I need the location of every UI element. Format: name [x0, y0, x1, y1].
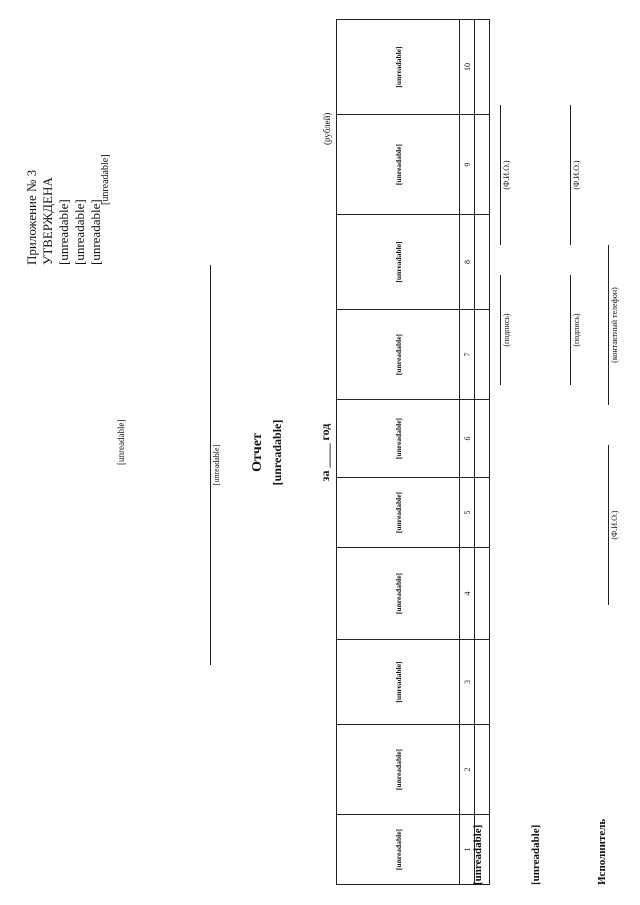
column-number: 5 [460, 478, 475, 548]
column-number: 3 [460, 640, 475, 725]
accounting-signature-line [560, 275, 571, 385]
org-name-line [198, 265, 211, 665]
head-signature-line [490, 275, 501, 385]
approved-by-line: [unreadable] [56, 199, 71, 265]
name-caption: (Ф.И.О.) [610, 510, 619, 540]
approved-word: УТВЕРЖДЕНА [40, 177, 55, 265]
form-description: [unreadable] [116, 419, 126, 465]
column-number: 4 [460, 548, 475, 640]
approval-date: [unreadable] [88, 199, 103, 265]
header-cell: [unreadable] [337, 725, 460, 815]
column-number: 1 [460, 815, 475, 885]
head-name-line [490, 105, 501, 245]
header-cell: [unreadable] [337, 548, 460, 640]
approved-by-region: [unreadable] [72, 199, 87, 265]
form-label: [unreadable] [100, 154, 111, 205]
column-number: 6 [460, 400, 475, 478]
accounting-signature-label: [unreadable] [530, 824, 542, 885]
table-cell [475, 20, 490, 115]
executor-phone-line [598, 245, 609, 405]
header-cell: [unreadable] [337, 640, 460, 725]
report-title: [unreadable] [270, 419, 284, 486]
approval-block [24, 35, 104, 265]
signature-caption: (подпись) [502, 313, 511, 347]
table-cell [475, 215, 490, 310]
executor-label: Исполнитель [596, 818, 608, 885]
header-cell: [unreadable] [337, 400, 460, 478]
column-number: 8 [460, 215, 475, 310]
phone-caption: (контактный телефон) [610, 287, 619, 363]
appendix-number: Приложение № 3 [24, 169, 39, 265]
accounting-name-line [560, 105, 571, 245]
report-heading: Отчет [250, 433, 265, 472]
head-signature-label: [unreadable] [472, 824, 484, 885]
header-cell: [unreadable] [337, 115, 460, 215]
table-cell [475, 310, 490, 400]
header-cell: [unreadable] [337, 815, 460, 885]
units-label: (рублей) [322, 112, 332, 145]
report-year: за ____ год [318, 423, 332, 482]
signature-caption: (подпись) [572, 313, 581, 347]
column-number: 7 [460, 310, 475, 400]
org-name-caption: [unreadable] [212, 444, 221, 486]
name-caption: (Ф.И.О.) [572, 160, 581, 190]
header-cell: [unreadable] [337, 20, 460, 115]
column-number: 10 [460, 20, 475, 115]
header-cell: [unreadable] [337, 310, 460, 400]
name-caption: (Ф.И.О.) [502, 160, 511, 190]
column-number: 2 [460, 725, 475, 815]
column-number: 9 [460, 115, 475, 215]
executor-name-line [598, 445, 609, 605]
report-table [336, 19, 490, 885]
header-cell: [unreadable] [337, 215, 460, 310]
header-cell: [unreadable] [337, 478, 460, 548]
table-cell [475, 115, 490, 215]
